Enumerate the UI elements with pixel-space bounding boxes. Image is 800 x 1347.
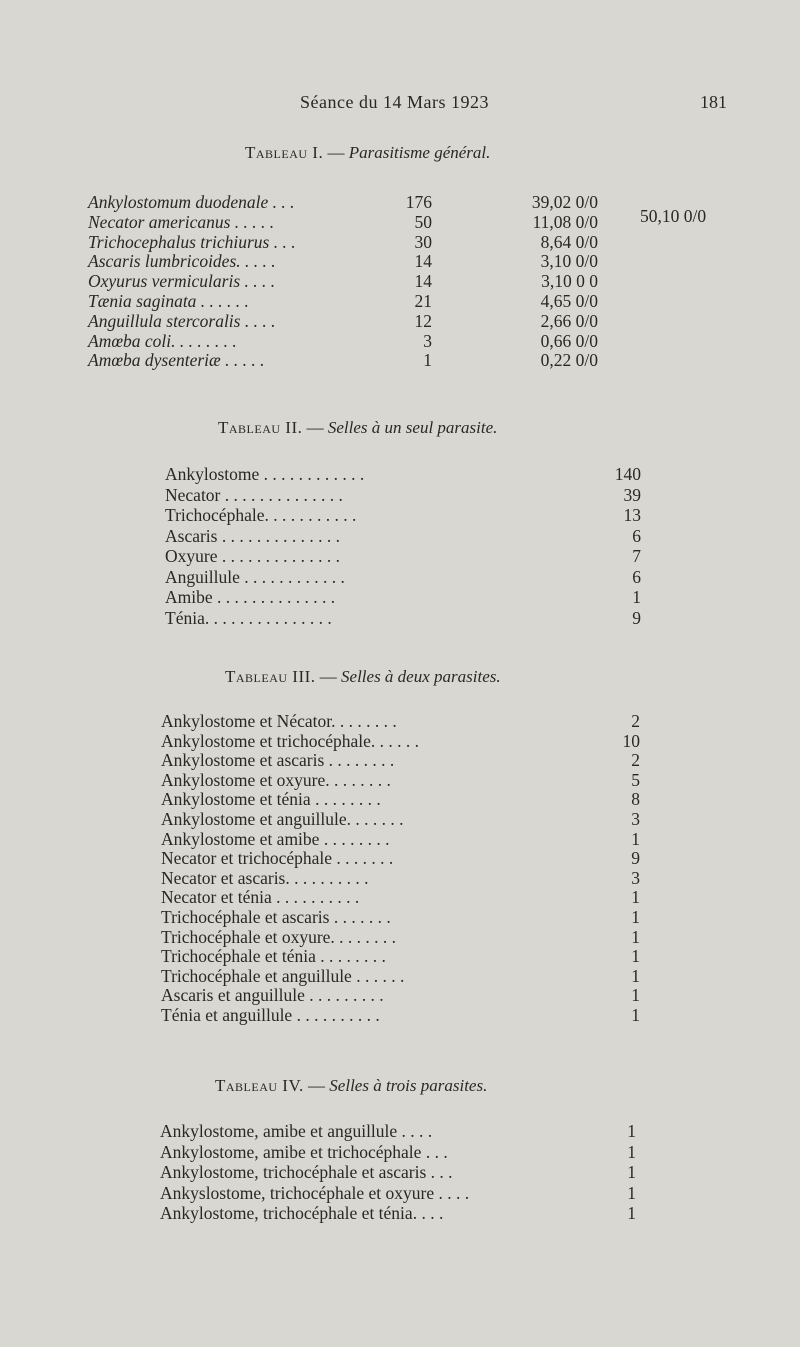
table1-row-percent: 39,02 0/0 xyxy=(531,192,598,212)
table3-row-label: Ankylostome et amibe . . . . . . . . xyxy=(161,828,390,849)
table1-row-percent: 8,64 0/0 xyxy=(540,231,598,252)
table4-row-label: Ankylostome, trichocéphale et ascaris . . . xyxy=(160,1162,453,1182)
table1-row-label: Trichocephalus trichiurus . . . xyxy=(88,231,296,252)
table3-label: Tableau III. xyxy=(225,667,316,686)
table3-row-count: 1 xyxy=(631,926,640,947)
table3-row-count: 5 xyxy=(631,769,640,790)
table3-row-label: Trichocéphale et ténia . . . . . . . . xyxy=(161,946,386,967)
table4-row-count: 1 xyxy=(627,1162,636,1182)
table3-row-count: 1 xyxy=(631,907,640,927)
table1-row-count: 3 xyxy=(423,330,432,351)
table2-row-label: Ankylostome . . . . . . . . . . . . xyxy=(165,464,365,484)
table3-row-label: Necator et ténia . . . . . . . . . . xyxy=(161,887,360,908)
table4-row-label: Ankyslostome, trichocéphale et oxyure . . . . xyxy=(160,1182,470,1203)
table1-row-label: Tænia saginata . . . . . . xyxy=(88,291,249,311)
table3-row-count: 1 xyxy=(631,887,640,908)
table3-row-label: Ankylostome et ascaris . . . . . . . . xyxy=(161,750,395,771)
table1-row-label: Amœba coli. . . . . . . . xyxy=(88,330,237,351)
table3-row-count: 9 xyxy=(631,848,640,869)
table4-dash: — xyxy=(308,1076,326,1095)
table3-dash: — xyxy=(319,667,337,686)
table1-row-count: 50 xyxy=(414,211,432,232)
table3-row-count: 1 xyxy=(631,946,640,967)
table1-row-count: 14 xyxy=(414,271,432,292)
table2-row-count: 39 xyxy=(623,484,641,505)
table1-row-percent: 11,08 0/0 xyxy=(532,211,598,232)
table3-row-count: 10 xyxy=(622,730,640,751)
table3-row-label: Ténia et anguillule . . . . . . . . . . xyxy=(161,1005,380,1025)
page-number: 181 xyxy=(700,92,727,112)
table1-row-count: 21 xyxy=(414,291,432,311)
table1-row-count: 12 xyxy=(414,310,432,331)
table2-label: Tableau II. xyxy=(218,418,303,437)
table1-row-label: Amœba dysenteriæ . . . . . xyxy=(88,350,265,371)
table3-row-label: Trichocéphale et oxyure. . . . . . . . xyxy=(161,926,397,947)
table2-row-count: 6 xyxy=(632,566,641,587)
table3-row-count: 1 xyxy=(631,1005,640,1025)
table3-row-label: Ankylostome et Nécator. . . . . . . . xyxy=(161,711,397,731)
table3-row-label: Ascaris et anguillule . . . . . . . . . xyxy=(161,985,384,1006)
table3 xyxy=(0,711,800,1041)
table2-row-label: Ascaris . . . . . . . . . . . . . . xyxy=(165,525,340,546)
table4-row-count: 1 xyxy=(627,1141,636,1162)
table4-subtitle: Selles à trois parasites. xyxy=(329,1076,488,1095)
table3-row-count: 8 xyxy=(631,789,640,810)
table3-row-count: 2 xyxy=(631,711,640,731)
table1-row-label: Necator americanus . . . . . xyxy=(88,211,275,232)
table2-row-count: 1 xyxy=(632,587,641,607)
table1-row-count: 30 xyxy=(414,231,432,252)
table1-caption xyxy=(245,143,490,163)
table1-row-percent: 3,10 0 0 xyxy=(541,271,598,292)
table3-row-count: 1 xyxy=(631,965,640,986)
table4-row-label: Ankylostome, amibe et anguillule . . . . xyxy=(160,1121,433,1141)
table1-row-label: Ankylostomum duodenale . . . xyxy=(88,192,295,212)
table3-row-label: Necator et ascaris. . . . . . . . . . xyxy=(161,867,369,888)
table3-row-count: 1 xyxy=(631,985,640,1006)
running-title: Séance du 14 Mars 1923 xyxy=(300,92,489,112)
table2-row-label: Trichocéphale. . . . . . . . . . . xyxy=(165,505,357,525)
table1-row-percent: 4,65 0/0 xyxy=(540,291,598,311)
table4-label: Tableau IV. xyxy=(215,1076,304,1095)
table3-row-count: 2 xyxy=(631,750,640,771)
table1-label: Tableau I. xyxy=(245,143,324,162)
table3-row-label: Ankylostome et ténia . . . . . . . . xyxy=(161,789,381,810)
table1-row-label: Oxyurus vermicularis . . . . xyxy=(88,271,276,292)
table2-row-count: 9 xyxy=(632,607,641,628)
table2-row-label: Oxyure . . . . . . . . . . . . . . xyxy=(165,546,340,566)
table1-row-percent: 2,66 0/0 xyxy=(540,310,598,331)
table1-subtitle: Parasitisme général. xyxy=(348,143,491,162)
table2-row-label: Anguillule . . . . . . . . . . . . xyxy=(165,566,345,587)
table3-caption xyxy=(225,667,501,687)
table1-dash: — xyxy=(327,143,345,162)
table2-row-count: 140 xyxy=(614,464,641,484)
table4 xyxy=(0,1121,800,1226)
table4-row-count: 1 xyxy=(627,1182,636,1203)
table1-row-count: 1 xyxy=(423,350,432,371)
table3-row-label: Ankylostome et trichocéphale. . . . . . xyxy=(161,730,420,751)
table1-row-percent: 3,10 0/0 xyxy=(540,251,598,272)
table3-row-count: 1 xyxy=(631,828,640,849)
table2-dash: — xyxy=(306,418,324,437)
table4-row-count: 1 xyxy=(627,1203,636,1223)
table3-row-count: 3 xyxy=(631,809,640,829)
table3-row-label: Trichocéphale et ascaris . . . . . . . xyxy=(161,907,391,927)
table1-total: 50,10 0/0 xyxy=(640,206,707,226)
table2-row-count: 6 xyxy=(632,525,641,546)
table3-row-label: Ankylostome et oxyure. . . . . . . . xyxy=(161,769,391,790)
table1-row-count: 176 xyxy=(405,192,432,212)
table3-row-label: Trichocéphale et anguillule . . . . . . xyxy=(161,965,405,986)
table2-row-label: Amibe . . . . . . . . . . . . . . xyxy=(165,587,336,607)
table4-row-count: 1 xyxy=(627,1121,636,1141)
table2-subtitle: Selles à un seul parasite. xyxy=(327,418,498,437)
table2 xyxy=(0,464,800,629)
table2-caption xyxy=(218,418,497,438)
table3-row-label: Ankylostome et anguillule. . . . . . . xyxy=(161,809,404,829)
table1-row-label: Ascaris lumbricoides. . . . . xyxy=(88,251,276,272)
table4-row-label: Ankylostome, trichocéphale et ténia. . . . xyxy=(160,1203,444,1223)
table1-row-label: Anguillula stercoralis . . . . xyxy=(88,310,276,331)
table2-row-label: Necator . . . . . . . . . . . . . . xyxy=(165,484,343,505)
table2-row-count: 13 xyxy=(623,505,641,525)
table4-caption xyxy=(215,1076,487,1096)
table3-subtitle: Selles à deux parasites. xyxy=(341,667,501,686)
table1-row-percent: 0,66 0/0 xyxy=(540,330,598,351)
table2-row-label: Ténia. . . . . . . . . . . . . . . xyxy=(165,607,332,628)
table3-row-label: Necator et trichocéphale . . . . . . . xyxy=(161,848,394,869)
table1-row-percent: 0,22 0/0 xyxy=(540,350,598,371)
table3-row-count: 3 xyxy=(631,867,640,888)
table1-row-count: 14 xyxy=(414,251,432,272)
table4-row-label: Ankylostome, amibe et trichocéphale . . . xyxy=(160,1141,448,1162)
table2-row-count: 7 xyxy=(632,546,641,566)
